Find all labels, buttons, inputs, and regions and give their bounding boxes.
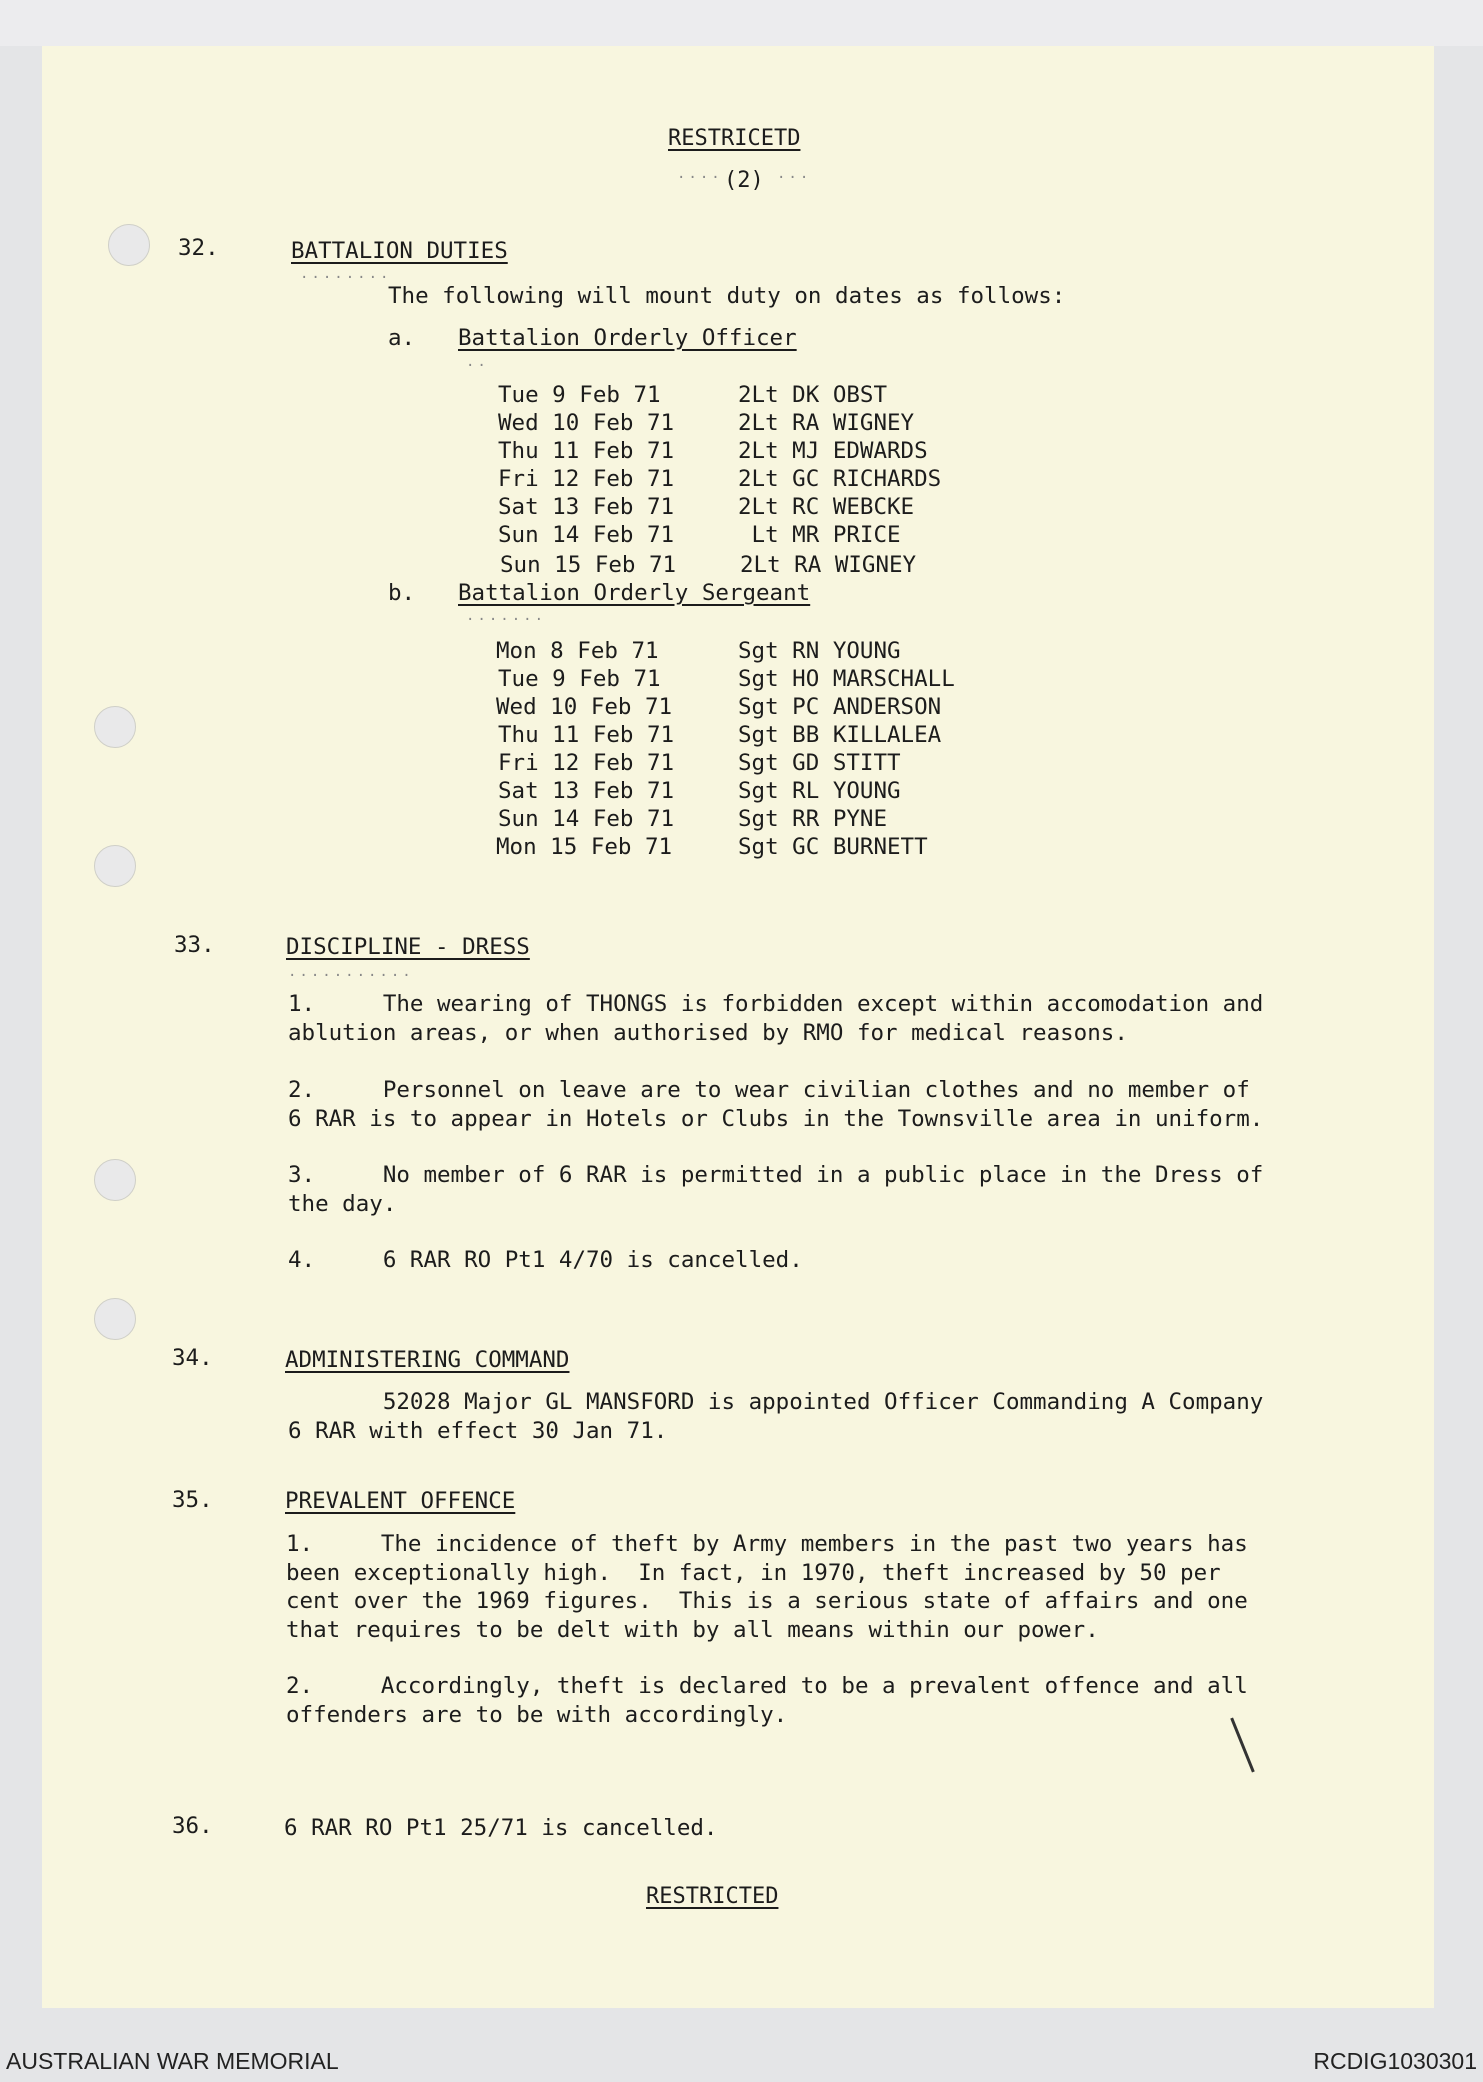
roster-date: Tue 9 Feb 71 xyxy=(498,666,661,692)
paragraph: 1. The wearing of THONGS is forbidden except within accomodation and ablution areas, or when authorised by RMO for medical reasons. xyxy=(288,991,1264,1046)
section-text: 6 RAR RO Pt1 25/71 is cancelled. xyxy=(284,1815,718,1841)
roster-name: Sgt PC ANDERSON xyxy=(738,694,942,720)
section-title: BATTALION DUTIES xyxy=(291,238,508,264)
paragraph: 4. 6 RAR RO Pt1 4/70 is cancelled. xyxy=(288,1247,803,1273)
punch-hole xyxy=(94,1159,136,1201)
roster-date: Thu 11 Feb 71 xyxy=(498,722,675,748)
archive-id: RCDIG1030301 xyxy=(1313,2048,1477,2074)
roster-name: Sgt RL YOUNG xyxy=(738,778,901,804)
section-number: 35. xyxy=(172,1487,213,1513)
scan-top-band xyxy=(0,0,1483,46)
subsection-title: Battalion Orderly Officer xyxy=(458,325,797,351)
paragraph: 1. The incidence of theft by Army members in the past two years has been exceptionally high. In fact, in 1970, theft increased by 50 per cent over the 1969 figures. This is a serious state of affairs and one that requires to be delt with by all means within our power. xyxy=(286,1531,1248,1643)
paragraph: 52028 Major GL MANSFORD is appointed Officer Commanding A Company 6 RAR with effect 30 Jan 71. xyxy=(288,1389,1264,1444)
section-title: ADMINISTERING COMMAND xyxy=(285,1347,570,1373)
classification-footer: RESTRICTED xyxy=(646,1884,779,1909)
punch-hole xyxy=(94,845,136,887)
roster-date: Thu 11 Feb 71 xyxy=(498,438,675,464)
dot-leader: ... xyxy=(777,166,812,182)
paragraph: 2. Personnel on leave are to wear civilian clothes and no member of 6 RAR is to appear in Hotels or Clubs in the Townsville area in uniform. xyxy=(288,1077,1264,1132)
paragraph: 2. Accordingly, theft is declared to be a prevalent offence and all offenders are to be with accordingly. xyxy=(286,1673,1248,1728)
section-number: 33. xyxy=(174,932,215,958)
roster-name: Sgt RR PYNE xyxy=(738,806,888,832)
roster-date: Fri 12 Feb 71 xyxy=(498,466,675,492)
section-intro: The following will mount duty on dates as follows: xyxy=(388,283,1066,309)
roster-date: Fri 12 Feb 71 xyxy=(498,750,675,776)
roster-name: Sgt GC BURNETT xyxy=(738,834,928,860)
roster-date: Mon 15 Feb 71 xyxy=(496,834,673,860)
roster-name: Sgt HO MARSCHALL xyxy=(738,666,955,692)
document-page xyxy=(42,46,1434,2008)
section-number: 36. xyxy=(172,1813,213,1839)
archive-credit: AUSTRALIAN WAR MEMORIAL xyxy=(6,2048,339,2074)
section-title: PREVALENT OFFENCE xyxy=(285,1488,516,1514)
section-title: DISCIPLINE - DRESS xyxy=(286,934,530,960)
roster-name: Lt MR PRICE xyxy=(738,522,901,548)
classification-header: RESTRICETD xyxy=(668,126,801,151)
roster-name: 2Lt RC WEBCKE xyxy=(738,494,915,520)
punch-hole xyxy=(94,706,136,748)
roster-date: Sun 14 Feb 71 xyxy=(498,806,675,832)
roster-name: 2Lt MJ EDWARDS xyxy=(738,438,928,464)
dot-leader: ........... xyxy=(288,964,414,980)
roster-date: Mon 8 Feb 71 xyxy=(496,638,659,664)
roster-name: 2Lt DK OBST xyxy=(738,382,888,408)
subsection-title: Battalion Orderly Sergeant xyxy=(458,580,811,606)
dot-leader: .... xyxy=(677,166,723,182)
punch-hole xyxy=(94,1298,136,1340)
page-number: (2) xyxy=(724,168,764,193)
paragraph: 3. No member of 6 RAR is permitted in a public place in the Dress of the day. xyxy=(288,1162,1264,1217)
dot-leader: ........ xyxy=(300,266,392,282)
roster-name: Sgt RN YOUNG xyxy=(738,638,901,664)
roster-name: 2Lt GC RICHARDS xyxy=(738,466,942,492)
dot-leader: ....... xyxy=(466,608,547,624)
roster-date: Sat 13 Feb 71 xyxy=(498,778,675,804)
section-number: 32. xyxy=(178,235,219,261)
roster-date: Wed 10 Feb 71 xyxy=(498,410,675,436)
dot-leader: .. xyxy=(466,354,489,370)
roster-date: Sun 14 Feb 71 xyxy=(498,522,675,548)
section-number: 34. xyxy=(172,1345,213,1371)
subsection-letter: a. xyxy=(388,325,416,351)
roster-name: Sgt BB KILLALEA xyxy=(738,722,942,748)
roster-date: Sat 13 Feb 71 xyxy=(498,494,675,520)
roster-date: Tue 9 Feb 71 xyxy=(498,382,661,408)
subsection-letter: b. xyxy=(388,580,416,606)
roster-name: 2Lt RA WIGNEY xyxy=(738,410,915,436)
roster-date: Sun 15 Feb 71 xyxy=(500,552,677,578)
roster-name: 2Lt RA WIGNEY xyxy=(740,552,917,578)
roster-name: Sgt GD STITT xyxy=(738,750,901,776)
roster-date: Wed 10 Feb 71 xyxy=(496,694,673,720)
punch-hole xyxy=(108,224,150,266)
